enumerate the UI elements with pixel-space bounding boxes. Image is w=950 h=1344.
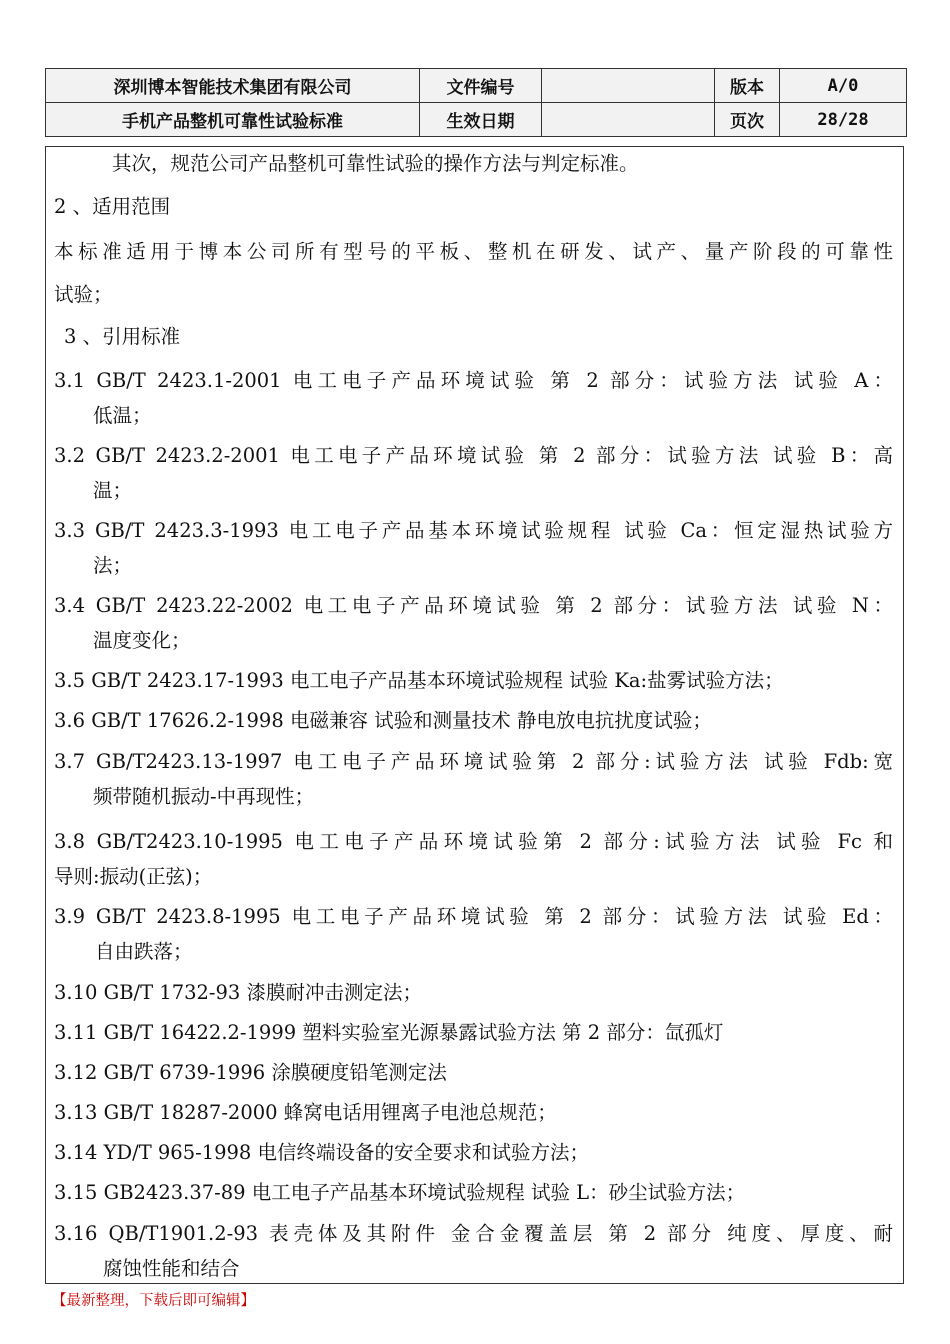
effective-date-label: 生效日期 [420,103,542,137]
document-header-table [45,68,907,137]
doc-no-label: 文件编号 [420,69,542,103]
page-label: 页次 [715,103,780,137]
version-value: A/0 [780,69,907,103]
doc-no-value [542,69,715,103]
document-body [45,146,904,1284]
intro-paragraph: 其次，规范公司产品整机可靠性试验的操作方法与判定标准。 [112,152,639,175]
ref-3-7-line-1: 3.7 GB/T2423.13-1997 电工电子产品环境试验第 2 部分:试验方法 试验 Fdb:宽 [54,750,893,773]
ref-3-13: 3.13 GB/T 18287-2000 蜂窝电话用锂离子电池总规范； [54,1101,557,1124]
ref-3-4-line-1: 3.4 GB/T 2423.22-2002 电工电子产品环境试验 第 2 部分：试验方法 试验 N： [54,594,893,617]
ref-3-12: 3.12 GB/T 6739-1996 涂膜硬度铅笔测定法 [54,1061,447,1084]
ref-3-1-line-1: 3.1 GB/T 2423.1-2001 电工电子产品环境试验 第 2 部分：试验方法 试验 A： [54,369,893,392]
ref-3-4-line-2: 温度变化； [93,629,191,652]
ref-3-3-line-1: 3.3 GB/T 2423.3-1993 电工电子产品基本环境试验规程 试验 Ca：恒定湿热试验方 [54,519,893,542]
ref-3-1-line-2: 低温； [93,404,152,427]
ref-3-2-line-2: 温； [93,479,133,502]
ref-3-7-line-2: 频带随机振动-中再现性； [93,785,315,808]
version-label: 版本 [715,69,780,103]
ref-3-2-line-1: 3.2 GB/T 2423.2-2001 电工电子产品环境试验 第 2 部分：试验方法 试验 B：高 [54,444,893,467]
section-2-text-line-2: 试验； [54,283,113,306]
section-2-text-line-1: 本标准适用于博本公司所有型号的平板、整机在研发、试产、量产阶段的可靠性 [54,240,893,263]
header-row-1 [46,69,907,103]
ref-3-11: 3.11 GB/T 16422.2-1999 塑料实验室光源暴露试验方法 第 2 部分：氙孤灯 [54,1021,724,1044]
footer-note: 【最新整理，下载后即可编辑】 [52,1293,255,1309]
header-row-2 [46,103,907,137]
ref-3-14: 3.14 YD/T 965-1998 电信终端设备的安全要求和试验方法； [54,1141,590,1164]
section-2-title: 2 、适用范围 [54,195,171,218]
ref-3-16-line-2: 腐蚀性能和结合 [103,1257,240,1280]
ref-3-10: 3.10 GB/T 1732-93 漆膜耐冲击测定法； [54,981,423,1004]
ref-3-5: 3.5 GB/T 2423.17-1993 电工电子产品基本环境试验规程 试验 Ka:盐雾试验方法； [54,669,784,692]
effective-date-value [542,103,715,137]
ref-3-6: 3.6 GB/T 17626.2-1998 电磁兼容 试验和测量技术 静电放电抗扰度试验； [54,709,712,732]
ref-3-8-line-2: 导则:振动(正弦)； [54,865,213,888]
ref-3-8-line-1: 3.8 GB/T2423.10-1995 电工电子产品环境试验第 2 部分:试验方法 试验 Fc 和 [54,830,893,853]
section-3-title: 3 、引用标准 [64,325,181,348]
ref-3-3-line-2: 法； [93,554,133,577]
ref-3-15: 3.15 GB2423.37-89 电工电子产品基本环境试验规程 试验 L：砂尘试验方法； [54,1181,746,1204]
company-name: 深圳博本智能技术集团有限公司 [46,69,420,103]
doc-title: 手机产品整机可靠性试验标准 [46,103,420,137]
ref-3-9-line-1: 3.9 GB/T 2423.8-1995 电工电子产品环境试验 第 2 部分：试验方法 试验 Ed： [54,905,893,928]
page-number: 28/28 [780,103,907,137]
ref-3-16-line-1: 3.16 QB/T1901.2-93 表壳体及其附件 金合金覆盖层 第 2 部分 纯度、厚度、耐 [54,1222,893,1245]
ref-3-9-line-2: 自由跌落； [95,940,193,963]
